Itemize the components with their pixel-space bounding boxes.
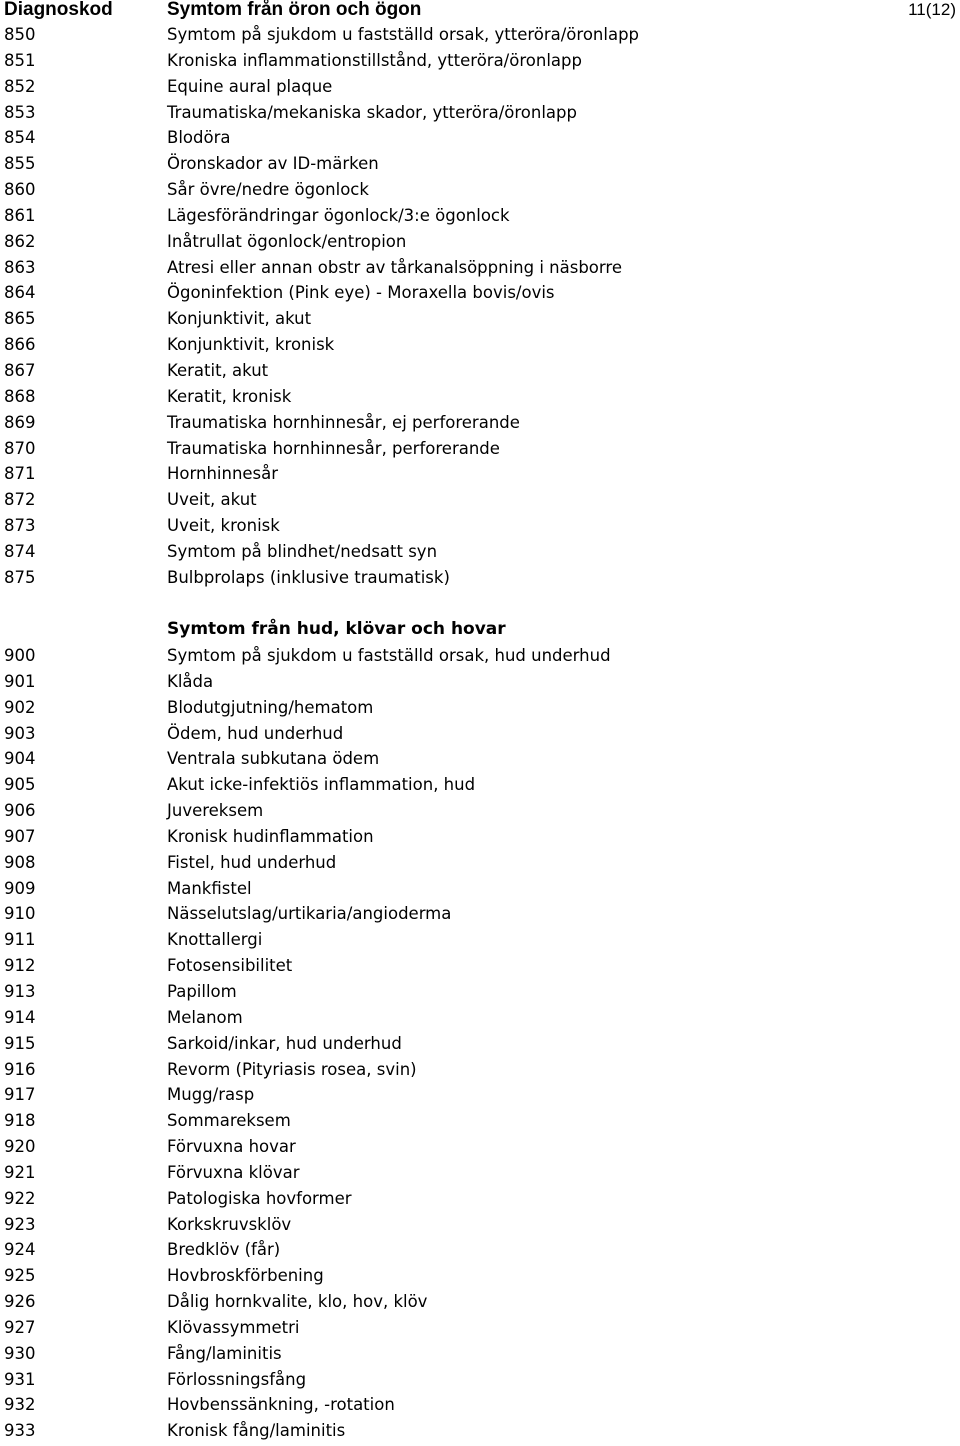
table-row <box>0 100 960 126</box>
table-row <box>0 74 960 100</box>
table-row <box>0 151 960 177</box>
diagnosis-description: Bredklöv (får) <box>167 1240 281 1260</box>
diagnosis-description: Sarkoid/inkar, hud underhud <box>167 1033 402 1053</box>
table-row <box>0 1134 960 1160</box>
diagnosis-description: Förvuxna klövar <box>167 1162 300 1182</box>
diagnosis-code: 852 <box>4 76 36 96</box>
diagnosis-code: 930 <box>4 1343 36 1363</box>
table-row <box>0 539 960 565</box>
diagnosis-description: Kronisk fång/laminitis <box>167 1421 346 1441</box>
code-list <box>0 643 960 1444</box>
diagnosis-code: 873 <box>4 516 36 536</box>
diagnosis-code: 900 <box>4 646 36 665</box>
diagnosis-description: Uveit, akut <box>167 490 257 510</box>
table-row <box>0 1289 960 1315</box>
diagnosis-description: Öronskador av ID-märken <box>167 154 379 174</box>
diagnosis-description: Konjunktivit, akut <box>167 309 312 329</box>
diagnosis-code: 931 <box>4 1369 36 1389</box>
diagnosis-code: 902 <box>4 697 36 717</box>
diagnosis-description: Traumatiska/mekaniska skador, ytteröra/öronlapp <box>167 102 577 122</box>
diagnosis-code: 855 <box>4 154 36 174</box>
diagnosis-code: 911 <box>4 930 36 950</box>
diagnosis-description: Korkskruvsklöv <box>167 1214 292 1234</box>
diagnosis-code: 870 <box>4 438 36 458</box>
table-row <box>0 565 960 591</box>
table-row <box>0 772 960 798</box>
table-row <box>0 255 960 281</box>
table-row <box>0 1108 960 1134</box>
diagnosis-code: 923 <box>4 1214 36 1234</box>
table-row <box>0 436 960 462</box>
diagnosis-description: Hovbroskförbening <box>167 1266 324 1286</box>
diagnosis-code: 917 <box>4 1085 36 1105</box>
diagnosis-code: 853 <box>4 102 36 122</box>
diagnosis-code: 924 <box>4 1240 36 1260</box>
table-row <box>0 979 960 1005</box>
diagnosis-code: 907 <box>4 826 36 846</box>
table-row <box>0 203 960 229</box>
table-row <box>0 927 960 953</box>
diagnosis-description: Blodöra <box>167 128 231 148</box>
diagnosis-description: Kroniska inflammationstillstånd, ytteröra/öronlapp <box>167 50 582 70</box>
table-row <box>0 358 960 384</box>
diagnosis-code: 916 <box>4 1059 36 1079</box>
diagnosis-code: 854 <box>4 128 36 148</box>
diagnosis-description: Bulbprolaps (inklusive traumatisk) <box>167 567 450 587</box>
diagnosis-description: Klåda <box>167 671 214 691</box>
diagnosis-description: Ödem, hud underhud <box>167 723 344 743</box>
diagnosis-description: Keratit, akut <box>167 360 269 380</box>
diagnosis-description: Knottallergi <box>167 930 263 950</box>
diagnosis-code: 861 <box>4 205 36 225</box>
diagnosis-code: 910 <box>4 904 36 924</box>
diagnosis-description: Papillom <box>167 981 237 1001</box>
diagnosis-description: Ventrala subkutana ödem <box>167 749 380 769</box>
diagnosis-code: 909 <box>4 878 36 898</box>
diagnosis-description: Blodutgjutning/hematom <box>167 697 374 717</box>
diagnosis-description: Dålig hornkvalite, klo, hov, klöv <box>167 1292 428 1312</box>
table-row <box>0 1418 960 1444</box>
diagnosis-description: Kronisk hudinflammation <box>167 826 374 846</box>
diagnosis-code: 908 <box>4 852 36 872</box>
diagnosis-code: 869 <box>4 412 36 432</box>
table-row <box>0 901 960 927</box>
diagnosis-code: 912 <box>4 956 36 976</box>
table-row <box>0 1367 960 1393</box>
table-row <box>0 1263 960 1289</box>
diagnosis-code: 925 <box>4 1266 36 1286</box>
diagnosis-description: Symtom på sjukdom u fastställd orsak, ytteröra/öronlapp <box>167 25 640 44</box>
diagnosis-code: 875 <box>4 567 36 587</box>
diagnosis-description: Fotosensibilitet <box>167 956 293 976</box>
diagnosis-code: 862 <box>4 231 36 251</box>
table-row <box>0 1031 960 1057</box>
table-row <box>0 643 960 669</box>
table-row <box>0 22 960 48</box>
table-row <box>0 695 960 721</box>
diagnosis-description: Juvereksem <box>167 801 264 821</box>
diagnosis-description: Atresi eller annan obstr av tårkanalsöppning i näsborre <box>167 257 622 277</box>
diagnosis-description: Sår övre/nedre ögonlock <box>167 180 369 200</box>
table-row <box>0 384 960 410</box>
table-row <box>0 1057 960 1083</box>
diagnosis-code: 903 <box>4 723 36 743</box>
diagnosis-code: 864 <box>4 283 36 303</box>
diagnosis-description: Konjunktivit, kronisk <box>167 335 335 355</box>
table-row <box>0 461 960 487</box>
diagnosis-description: Patologiska hovformer <box>167 1188 352 1208</box>
table-row <box>0 306 960 332</box>
diagnosis-description: Mankfistel <box>167 878 252 898</box>
diagnosis-code: 921 <box>4 1162 36 1182</box>
diagnosis-description: Melanom <box>167 1007 243 1027</box>
diagnosis-code: 906 <box>4 801 36 821</box>
table-row <box>0 746 960 772</box>
diagnosis-description: Mugg/rasp <box>167 1085 255 1105</box>
section-title-skin-hooves: Symtom från hud, klövar och hovar <box>167 619 506 639</box>
page-header <box>0 0 960 20</box>
diagnosis-code: 922 <box>4 1188 36 1208</box>
section-title-eyes-ears: Symtom från öron och ögon <box>167 0 422 20</box>
table-row <box>0 1160 960 1186</box>
table-row <box>0 410 960 436</box>
diagnosis-code: 871 <box>4 464 36 484</box>
diagnosis-code: 913 <box>4 981 36 1001</box>
table-row <box>0 280 960 306</box>
diagnosis-description: Uveit, kronisk <box>167 516 280 536</box>
diagnosis-code: 851 <box>4 50 36 70</box>
diagnosis-description: Traumatiska hornhinnesår, perforerande <box>167 438 500 458</box>
table-row <box>0 125 960 151</box>
table-row <box>0 721 960 747</box>
diagnosis-description: Akut icke-infektiös inflammation, hud <box>167 775 476 795</box>
diagnosis-code: 868 <box>4 386 36 406</box>
table-row <box>0 1392 960 1418</box>
table-row <box>0 1005 960 1031</box>
diagnosis-description: Keratit, kronisk <box>167 386 292 406</box>
table-row <box>0 513 960 539</box>
table-row <box>0 229 960 255</box>
table-row <box>0 332 960 358</box>
diagnosis-code: 914 <box>4 1007 36 1027</box>
table-row <box>0 798 960 824</box>
diagnosis-code: 901 <box>4 671 36 691</box>
diagnosis-code: 918 <box>4 1111 36 1131</box>
diagnosis-code: 850 <box>4 25 36 44</box>
diagnosis-code: 927 <box>4 1317 36 1337</box>
diagnosis-code: 865 <box>4 309 36 329</box>
diagnosis-description: Traumatiska hornhinnesår, ej perforerande <box>167 412 520 432</box>
diagnosis-description: Nässelutslag/urtikaria/angioderma <box>167 904 452 924</box>
table-row <box>0 876 960 902</box>
table-row <box>0 669 960 695</box>
diagnosis-description: Ögoninfektion (Pink eye) - Moraxella bovis/ovis <box>167 283 555 303</box>
table-row <box>0 1186 960 1212</box>
table-row <box>0 824 960 850</box>
diagnosis-code: 933 <box>4 1421 36 1441</box>
diagnosis-description: Hovbenssänkning, -rotation <box>167 1395 395 1415</box>
diagnosis-code: 905 <box>4 775 36 795</box>
diagnosis-code: 863 <box>4 257 36 277</box>
diagnosis-description: Symtom på blindhet/nedsatt syn <box>167 541 438 561</box>
diagnosis-code: 872 <box>4 490 36 510</box>
diagnosis-description: Förvuxna hovar <box>167 1137 296 1157</box>
diagnosis-description: Sommareksem <box>167 1111 291 1131</box>
diagnosis-description: Revorm (Pityriasis rosea, svin) <box>167 1059 417 1079</box>
diagnosis-description: Symtom på sjukdom u fastställd orsak, hud underhud <box>167 646 611 665</box>
column-header-code: Diagnoskod <box>4 0 113 20</box>
diagnosis-description: Fistel, hud underhud <box>167 852 337 872</box>
diagnosis-code: 920 <box>4 1137 36 1157</box>
diagnosis-code: 860 <box>4 180 36 200</box>
diagnosis-code: 932 <box>4 1395 36 1415</box>
table-row <box>0 48 960 74</box>
table-row <box>0 177 960 203</box>
table-row <box>0 1082 960 1108</box>
diagnosis-code: 874 <box>4 541 36 561</box>
table-row <box>0 953 960 979</box>
diagnosis-code: 867 <box>4 360 36 380</box>
diagnosis-description: Inåtrullat ögonlock/entropion <box>167 231 407 251</box>
table-row <box>0 1212 960 1238</box>
diagnosis-description: Hornhinnesår <box>167 464 279 484</box>
diagnosis-code: 866 <box>4 335 36 355</box>
diagnosis-code: 926 <box>4 1292 36 1312</box>
code-list <box>0 22 960 591</box>
diagnosis-description: Förlossningsfång <box>167 1369 307 1389</box>
table-row <box>0 487 960 513</box>
diagnosis-description: Klövassymmetri <box>167 1317 300 1337</box>
diagnosis-description: Fång/laminitis <box>167 1343 282 1363</box>
page-number: 11(12) <box>908 0 956 19</box>
table-row <box>0 1237 960 1263</box>
diagnosis-code: 915 <box>4 1033 36 1053</box>
diagnosis-description: Lägesförändringar ögonlock/3:e ögonlock <box>167 205 510 225</box>
diagnosis-description: Equine aural plaque <box>167 76 333 96</box>
table-row <box>0 1341 960 1367</box>
diagnosis-code: 904 <box>4 749 36 769</box>
table-row <box>0 850 960 876</box>
table-row <box>0 1315 960 1341</box>
